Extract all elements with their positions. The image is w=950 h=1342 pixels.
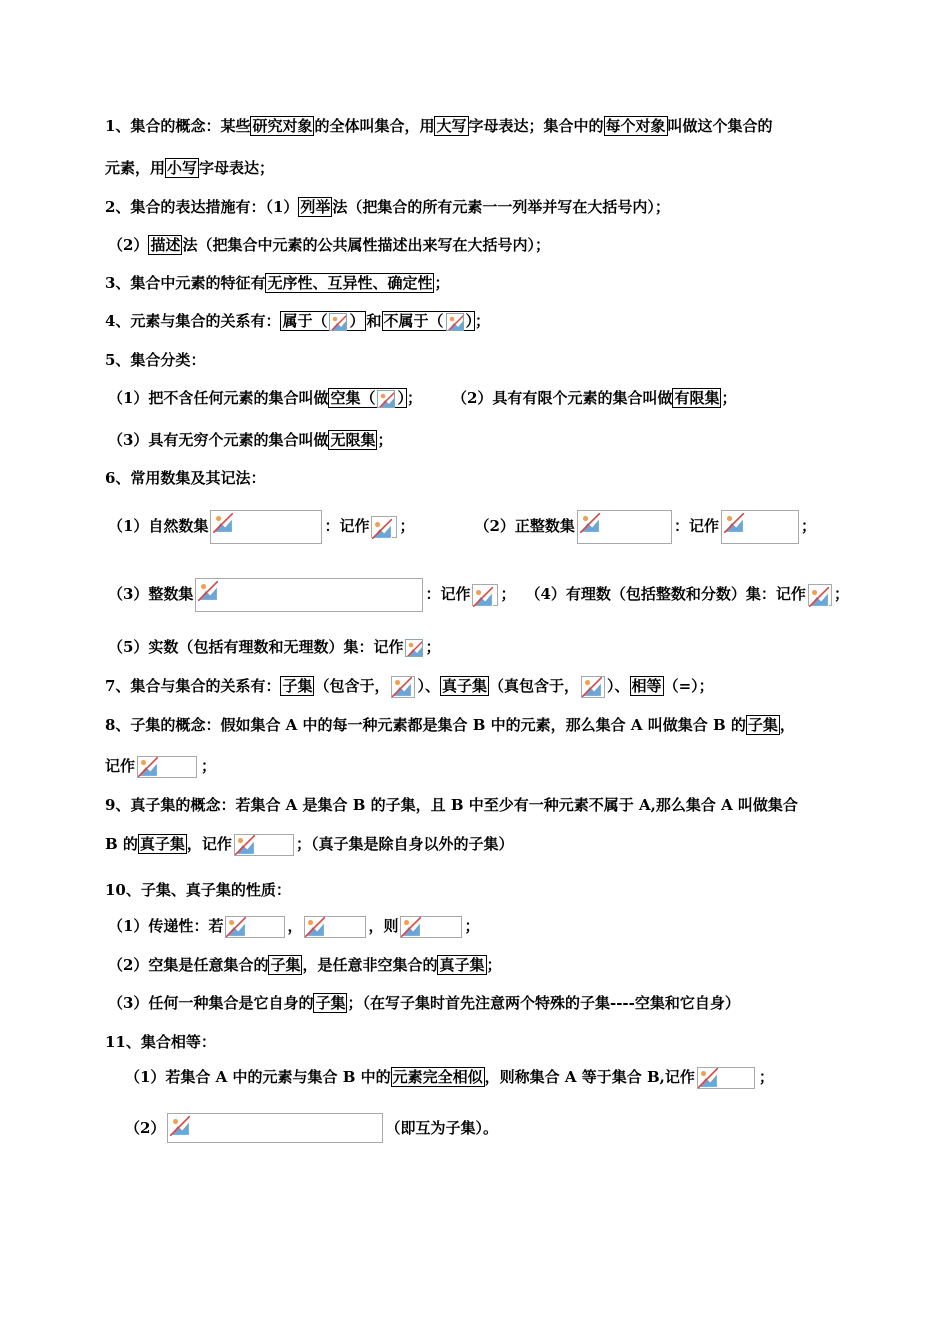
Q-symbol-image: [808, 584, 832, 606]
A-subset-B-premise-image: [225, 916, 285, 938]
line-10b: （2）空集是任意集合的 子集 ，是任意非空集合的 真子集 ；: [108, 956, 502, 974]
line-9a: 9、真子集的概念：若集合 A 是集合 B 的子集，且 B 中至少有一种元素不属于 A,那么集合 A 叫做集合: [105, 796, 798, 814]
line-9b: B 的 真子集 ，记作 ；（真子集是除自身以外的子集）: [105, 834, 513, 856]
R-symbol-image: [405, 639, 423, 657]
line-1a: 1、集合的概念：某些 研究对象 的全体叫集合，用 大写 字母表达；集合中的 每个对象 叫做这个集合的: [105, 117, 773, 135]
A-proper-subset-B-image: [234, 834, 294, 856]
line-5: 5、集合分类：: [105, 351, 206, 369]
line-5a: （1）把不含任何元素的集合叫做 空集（ ） ； （2）具有有限个元素的集合叫做 有限集 ；: [108, 389, 737, 407]
line-6b: （3）整数集 ：记作 ； （4）有理数（包括整数和分数）集：记作 ；: [108, 577, 849, 612]
subset-symbol-image: [391, 676, 415, 698]
not-element-of-symbol-image: [446, 313, 464, 331]
line-10c: （3）任何一种集合是它自身的 子集 ；（在写子集时首先注意两个特殊的子集----空集和它自身）: [108, 994, 740, 1012]
proper-subset-symbol-image: [581, 676, 605, 698]
empty-set-symbol-image: [377, 390, 395, 408]
N-star-symbol-image: [721, 510, 799, 544]
line-8b: 记作 ；: [105, 756, 216, 778]
line-11: 11、集合相等：: [105, 1033, 216, 1051]
A-equals-B-image: [697, 1067, 755, 1089]
A-subset-C-result-image: [400, 916, 462, 938]
N-symbol-image: [371, 516, 397, 538]
line-4: 4、元素与集合的关系有： 属于（ ） 和 不属于（ ） ；: [105, 312, 491, 330]
integer-set-image: [195, 578, 423, 612]
line-2b: （2） 描述 法（把集合中元素的公共属性描述出来写在大括号内）；: [108, 236, 550, 254]
line-10a: （1）传递性：若 ， ，则 ；: [108, 916, 480, 938]
line-3: 3、集合中元素的特征有 无序性、互异性、确定性 ；: [105, 274, 450, 292]
Z-symbol-image: [472, 584, 498, 606]
line-11b: （2） （即互为子集）。: [125, 1113, 498, 1143]
B-subset-C-premise-image: [304, 916, 366, 938]
line-1b: 元素，用 小写 字母表达；: [105, 159, 275, 177]
line-10: 10、子集、真子集的性质：: [105, 881, 291, 899]
mutual-subset-condition-image: [167, 1113, 383, 1143]
natural-set-image: [210, 510, 322, 544]
line-2a: 2、集合的表达措施有：（1） 列举 法（把集合的所有元素一一列举并写在大括号内）；: [105, 198, 670, 216]
element-of-symbol-image: [329, 313, 347, 331]
line-6: 6、常用数集及其记法：: [105, 469, 266, 487]
line-6c: （5）实数（包括有理数和无理数）集：记作 ；: [108, 638, 441, 656]
line-11a: （1）若集合 A 中的元素与集合 B 中的 元素完全相似 ，则称集合 A 等于集合 B,记作 ；: [125, 1067, 774, 1089]
line-5b: （3）具有无穷个元素的集合叫做 无限集 ；: [108, 431, 393, 449]
line-7: 7、集合与集合的关系有： 子集 （包含于， ）、 真子集 （真包含于， ）、 相等 （=）；: [105, 676, 714, 698]
line-6a: （1）自然数集 ：记作 ； （2）正整数集 ：记作 ；: [108, 509, 816, 544]
positive-integer-set-image: [577, 510, 672, 544]
A-subset-B-image: [137, 756, 197, 778]
line-8a: 8、子集的概念：假如集合 A 中的每一种元素都是集合 B 中的元素，那么集合 A 叫做集合 B 的 子集 ，: [105, 716, 795, 734]
